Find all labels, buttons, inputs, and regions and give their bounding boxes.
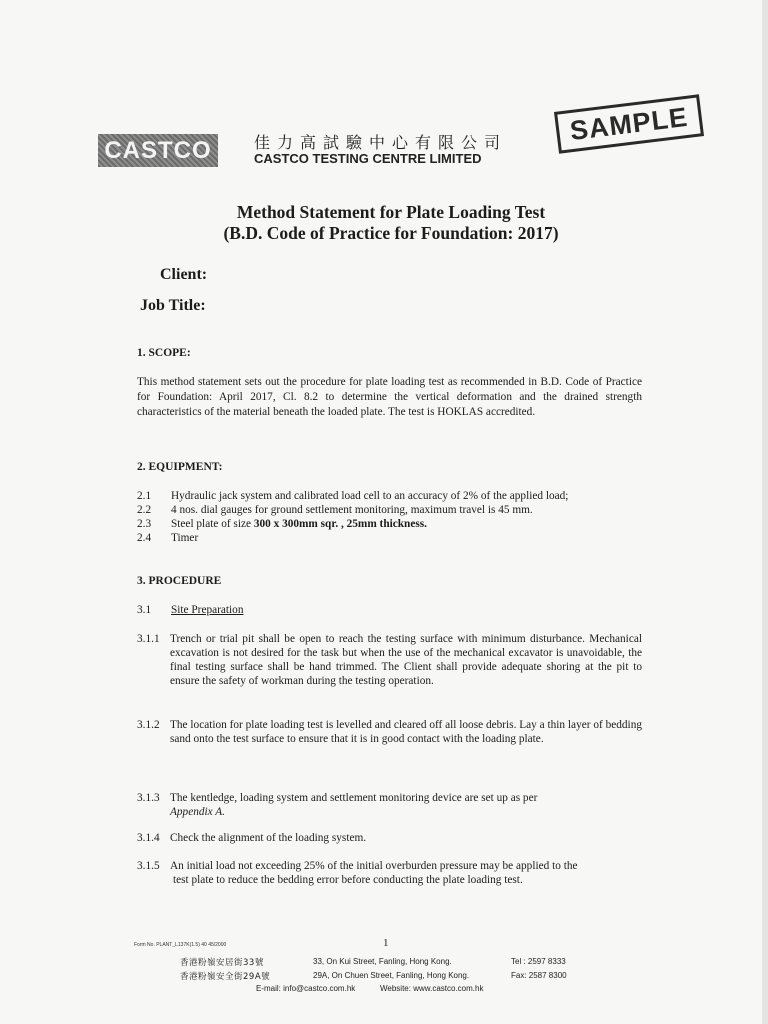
- item-number: 2.1: [137, 490, 152, 502]
- item-text: The location for plate loading test is levelled and cleared off all loose debris. Lay a thin layer of bedding sand onto the test surface to ensure that it is in good contact with the loading plate.: [170, 719, 642, 745]
- sample-stamp: SAMPLE: [554, 94, 704, 153]
- item-text-prefix: Steel plate of size: [171, 518, 254, 530]
- item-text: Hydraulic jack system and calibrated load cell to an accuracy of 2% of the applied load;: [171, 490, 569, 502]
- item-number: 3.1.1: [137, 633, 160, 645]
- item-number: 2.3: [137, 518, 152, 530]
- procedure-heading: 3. PROCEDURE: [137, 575, 222, 587]
- address-2-english: 29A, On Chuen Street, Fanling, Hong Kong.: [313, 971, 470, 980]
- item-number: 2.4: [137, 532, 152, 544]
- job-title-label: Job Title:: [140, 297, 206, 314]
- address-2-chinese: 香港粉嶺安全街29A號: [180, 972, 271, 982]
- sub-number: 3.1: [137, 604, 152, 616]
- email: E-mail: info@castco.com.hk: [256, 984, 356, 993]
- procedure-item: [137, 831, 642, 845]
- item-text: [171, 518, 427, 532]
- fax: Fax: 2587 8300: [511, 971, 567, 980]
- document-title: Method Statement for Plate Loading Test: [236, 202, 546, 222]
- item-number: 3.1.4: [137, 832, 160, 844]
- item-text: Check the alignment of the loading system.: [170, 832, 367, 844]
- website: Website: www.castco.com.hk: [380, 984, 484, 993]
- address-1-english: 33, On Kui Street, Fanling, Hong Kong.: [313, 957, 452, 966]
- procedure-item: [137, 718, 642, 746]
- item-number: 3.1.3: [137, 792, 160, 804]
- company-name-english: CASTCO TESTING CENTRE LIMITED: [254, 151, 482, 166]
- client-label: Client:: [160, 266, 208, 283]
- company-name-chinese: 佳力高試驗中心有限公司: [254, 133, 508, 152]
- item-text-continued: test plate to reduce the bedding error before conducting the plate loading test.: [173, 874, 523, 886]
- item-text: An initial load not exceeding 25% of the initial overburden pressure may be applied to the: [170, 860, 578, 872]
- document-subtitle: (B.D. Code of Practice for Foundation: 2017): [223, 223, 559, 243]
- castco-logo: CASTCO: [98, 134, 218, 167]
- item-text: Trench or trial pit shall be open to reach the testing surface with minimum disturbance. Mechanical excavation is not desired for the task but when the use of the mechanical excavator is unavoidable, the final testing surface shall be hand trimmed. The Client shall provide adequate shoring at the pit to ensure the safety of workman during the testing operation.: [170, 633, 642, 687]
- form-number: Form No. PLANT_L137K(1.5) 40 45/2000: [134, 942, 227, 948]
- item-text: 4 nos. dial gauges for ground settlement monitoring, maximum travel is 45 mm.: [171, 504, 533, 516]
- item-text: The kentledge, loading system and settlement monitoring device are set up as per: [170, 792, 538, 804]
- procedure-item: [137, 859, 642, 887]
- scope-heading: 1. SCOPE:: [137, 347, 191, 359]
- equipment-heading: 2. EQUIPMENT:: [137, 461, 223, 473]
- item-number: 2.2: [137, 504, 152, 516]
- item-number: 3.1.5: [137, 860, 160, 872]
- page-number: 1: [383, 937, 389, 949]
- procedure-item: [137, 791, 642, 819]
- scope-text: This method statement sets out the procedure for plate loading test as recommended in B.D. Code of Practice for Foundation: April 2017, Cl. 8.2 to determine the vertical deformation and the drained strength characteristics of the material beneath the loaded plate. The test is HOKLAS accredited.: [137, 376, 642, 418]
- appendix-reference: Appendix A.: [170, 806, 226, 818]
- sub-title: Site Preparation: [171, 604, 244, 616]
- item-number: 3.1.2: [137, 719, 160, 731]
- telephone: Tel : 2597 8333: [511, 957, 566, 966]
- procedure-item: [137, 632, 642, 688]
- scan-edge: [762, 0, 768, 1024]
- plate-size-text: 300 x 300mm sqr. , 25mm thickness.: [253, 518, 427, 530]
- item-text: Timer: [171, 532, 199, 544]
- address-1-chinese: 香港粉嶺安居街33號: [180, 958, 264, 968]
